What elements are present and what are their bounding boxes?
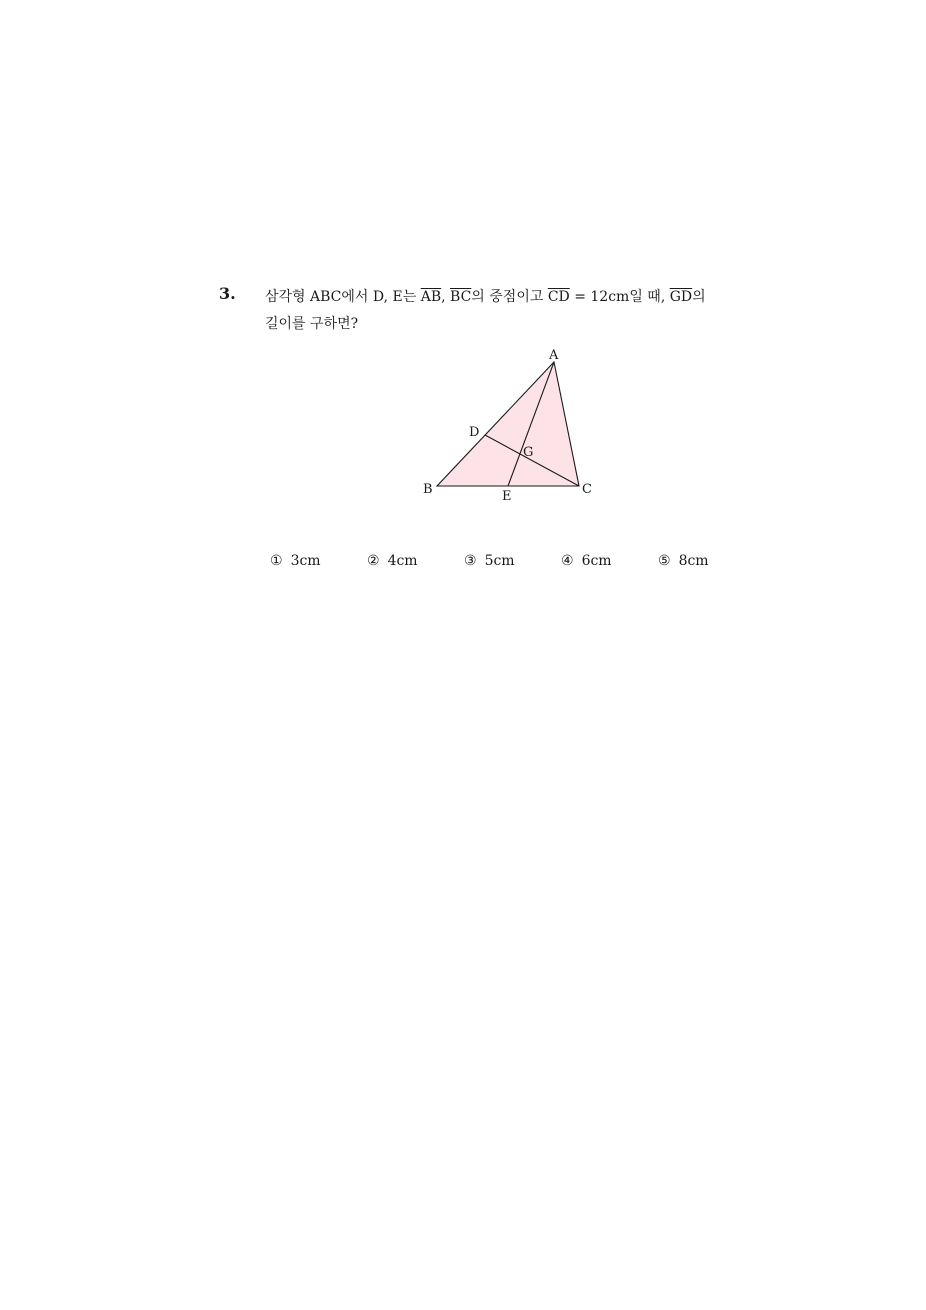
triangle-abc	[437, 362, 579, 486]
choice-1[interactable]	[270, 553, 321, 569]
label-b: B	[423, 482, 433, 497]
choice-2[interactable]	[367, 553, 418, 569]
problem-number: 3.	[219, 284, 236, 303]
question-text-part: ,	[441, 289, 451, 305]
segment-gd: $\overline{GD}$	[669, 289, 693, 305]
question-line-1	[265, 284, 765, 311]
choice-number: ③	[464, 553, 477, 569]
choice-text: 6cm	[581, 553, 612, 569]
choice-text: 4cm	[387, 553, 418, 569]
question-text-part: = 12cm일 때,	[569, 289, 670, 305]
question-text-part: 삼각형 ABC에서 D, E는	[265, 289, 421, 305]
label-c: C	[582, 482, 592, 497]
choice-number: ①	[270, 553, 283, 569]
segment-bc: $\overline{BC}$	[450, 289, 472, 305]
choice-text: 5cm	[484, 553, 515, 569]
choice-number: ④	[561, 553, 574, 569]
choice-4[interactable]	[561, 553, 612, 569]
question-text-part: 의 중점이고	[471, 289, 548, 305]
segment-cd: $\overline{CD}$	[547, 289, 570, 305]
label-g: G	[523, 445, 534, 460]
choice-5[interactable]	[658, 553, 709, 569]
triangle-figure	[410, 340, 610, 510]
label-e: E	[502, 489, 512, 504]
label-d: D	[469, 425, 480, 440]
choice-3[interactable]	[464, 553, 515, 569]
label-a: A	[549, 348, 559, 363]
question-text	[265, 284, 765, 338]
choice-text: 3cm	[290, 553, 321, 569]
question-text-part: 의	[692, 289, 706, 305]
choice-number: ②	[367, 553, 380, 569]
choice-number: ⑤	[658, 553, 671, 569]
question-line-2: 길이를 구하면?	[265, 316, 359, 332]
choice-text: 8cm	[678, 553, 709, 569]
segment-ab: $\overline{AB}$	[420, 289, 442, 305]
